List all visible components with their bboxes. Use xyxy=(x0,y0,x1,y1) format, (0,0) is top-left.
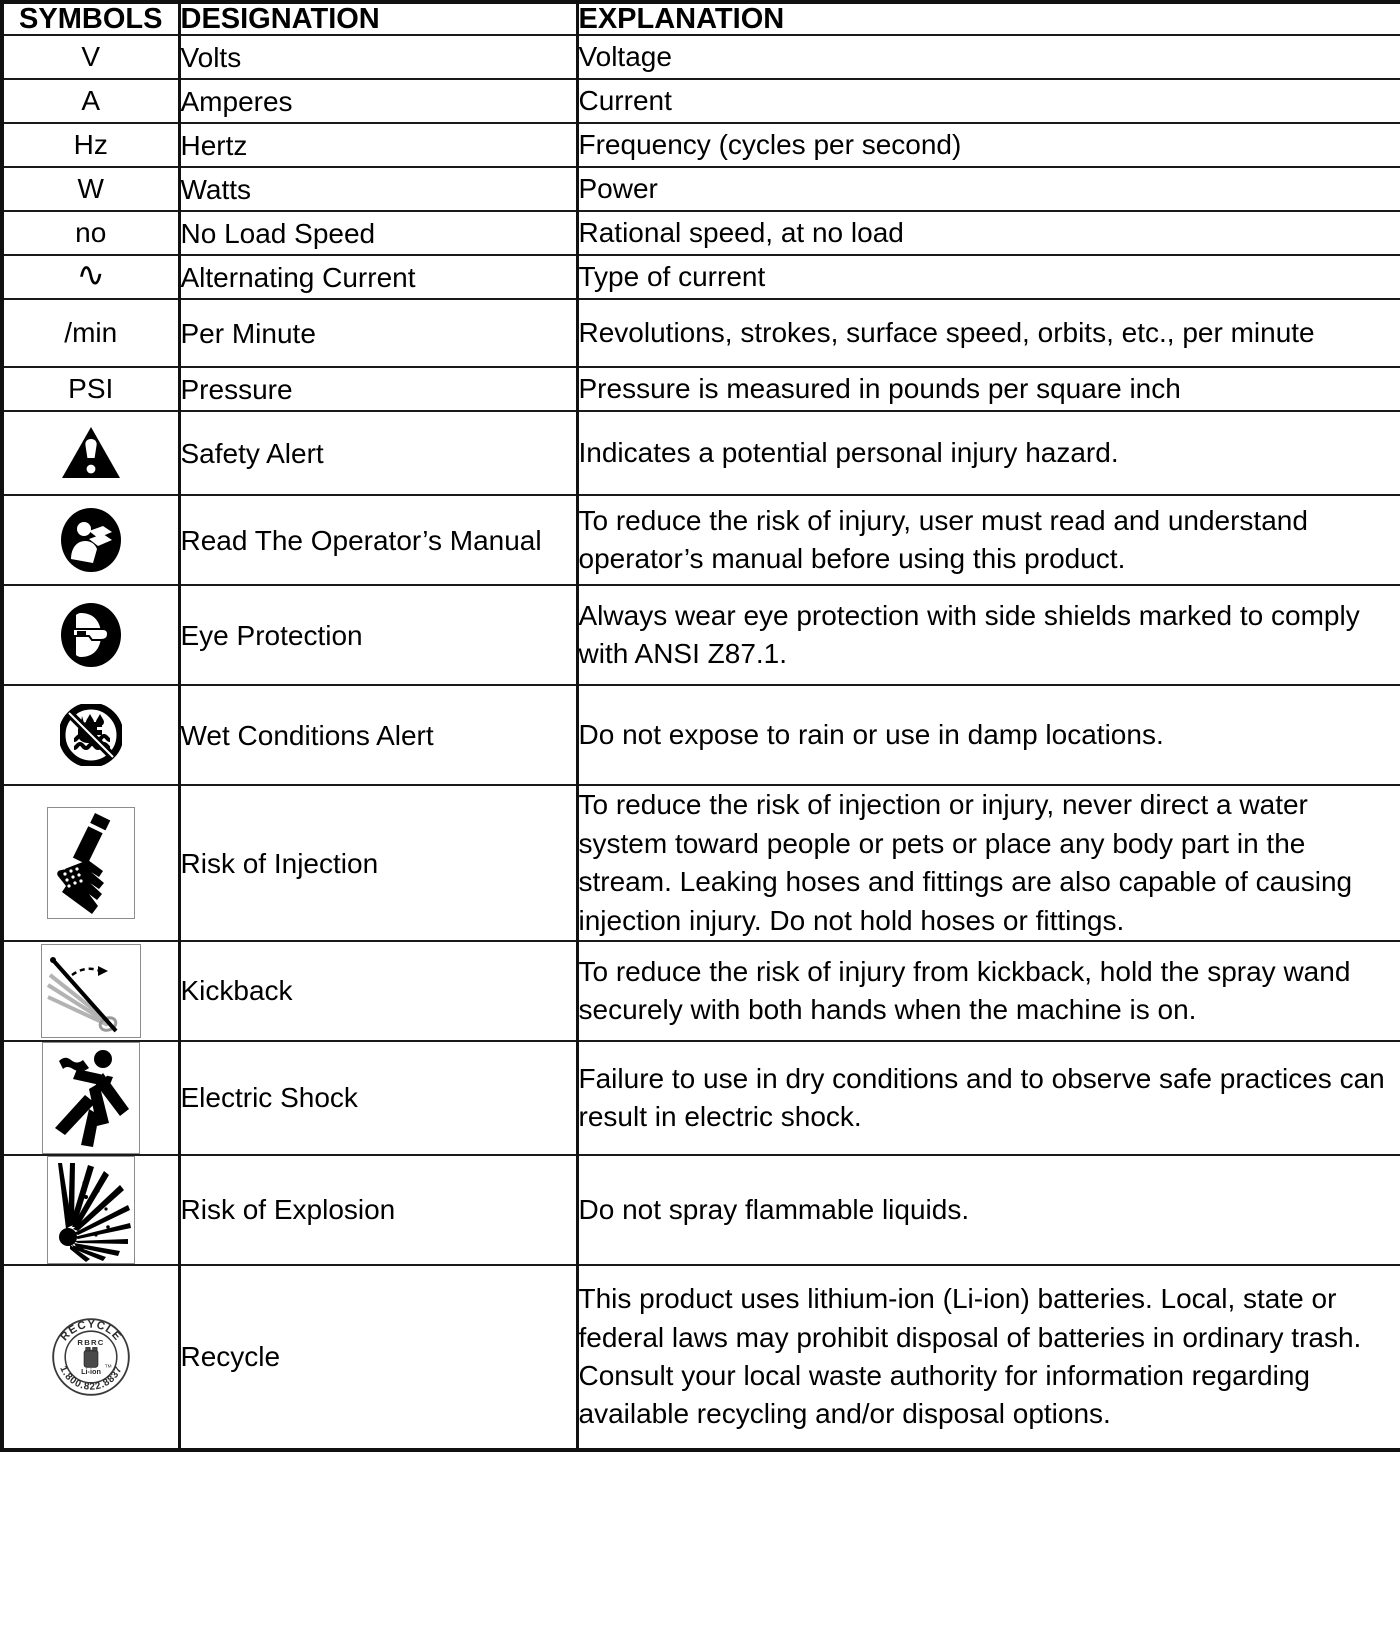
explanation-cell xyxy=(577,211,1400,255)
explanation-cell xyxy=(577,367,1400,411)
explanation-cell xyxy=(577,1155,1400,1265)
designation-cell: Watts xyxy=(179,167,577,211)
symbol-text: no xyxy=(75,217,107,249)
explanation-cell xyxy=(577,79,1400,123)
table-row xyxy=(2,367,1400,411)
symbol-cell xyxy=(2,167,179,211)
electric-shock-icon xyxy=(4,1042,178,1154)
recycle-phone-text: 1.800.822.8837 xyxy=(56,1364,125,1393)
table-row xyxy=(2,211,1400,255)
designation-cell: Safety Alert xyxy=(179,411,577,495)
symbol-text: PSI xyxy=(68,373,114,405)
explanation-text: To reduce the risk of injury, user must read and understand operator’s manual before using this product. xyxy=(578,505,1308,575)
symbol-cell xyxy=(2,941,179,1041)
column-header-designation: DESIGNATION xyxy=(179,2,577,35)
table-row xyxy=(2,941,1400,1041)
table-row xyxy=(2,1041,1400,1155)
explanation-text: This product uses lithium-ion (Li-ion) batteries. Local, state or federal laws may prohibit disposal of batteries in ordinary trash. Consult your local waste authority for information regarding available recycling and/or disposal options. xyxy=(578,1283,1362,1430)
explanation-cell xyxy=(577,1041,1400,1155)
wet-conditions-icon xyxy=(4,704,178,766)
table-row xyxy=(2,299,1400,367)
alternating-current-icon: ∿ xyxy=(76,256,105,295)
explanation-text: Pressure is measured in pounds per square inch xyxy=(578,373,1181,405)
designation-cell: Recycle xyxy=(179,1265,577,1450)
table-row xyxy=(2,1265,1400,1450)
table-row xyxy=(2,685,1400,785)
explanation-cell xyxy=(577,685,1400,785)
table-row xyxy=(2,1155,1400,1265)
explanation-text: Do not expose to rain or use in damp locations. xyxy=(578,719,1164,751)
header-row xyxy=(2,2,1400,35)
designation-cell: Risk of Injection xyxy=(179,785,577,940)
designation-cell: Read The Operator’s Manual xyxy=(179,495,577,585)
designation-cell: Risk of Explosion xyxy=(179,1155,577,1265)
explanation-cell xyxy=(577,35,1400,79)
explanation-text: Indicates a potential personal injury hazard. xyxy=(578,437,1119,469)
recycle-chemistry-text: Li-ion xyxy=(80,1367,101,1377)
column-header-explanation: EXPLANATION xyxy=(577,2,1400,35)
explanation-cell xyxy=(577,411,1400,495)
designation-cell: Pressure xyxy=(179,367,577,411)
explanation-text: Type of current xyxy=(578,261,766,293)
explanation-text: Voltage xyxy=(578,41,672,73)
symbol-cell xyxy=(2,495,179,585)
table-row xyxy=(2,255,1400,299)
table-row xyxy=(2,585,1400,685)
table-row xyxy=(2,79,1400,123)
symbol-cell xyxy=(2,1041,179,1155)
designation-cell: Volts xyxy=(179,35,577,79)
read-manual-icon xyxy=(4,507,178,573)
column-header-symbols: SYMBOLS xyxy=(2,2,179,35)
recycle-icon xyxy=(4,1314,178,1400)
table-header xyxy=(2,2,1400,35)
symbol-cell xyxy=(2,299,179,367)
kickback-icon xyxy=(4,944,178,1038)
symbol-cell xyxy=(2,411,179,495)
risk-injection-icon xyxy=(4,807,178,919)
explanation-cell xyxy=(577,167,1400,211)
explanation-text: Current xyxy=(578,85,672,117)
explanation-cell xyxy=(577,123,1400,167)
eye-protection-icon xyxy=(4,602,178,668)
explanation-text: To reduce the risk of injury from kickback, hold the spray wand securely with both hands when the machine is on. xyxy=(578,955,1351,1025)
explanation-text: Do not spray flammable liquids. xyxy=(578,1193,970,1225)
symbol-cell xyxy=(2,685,179,785)
symbol-text: /min xyxy=(64,317,118,349)
explanation-cell xyxy=(577,785,1400,940)
explanation-text: To reduce the risk of injection or injury, never direct a water system toward people or pets or place any body part in the stream. Leaking hoses and fittings are also capable of causing injection injury. Do not hold hoses or fittings. xyxy=(578,789,1353,936)
symbol-cell xyxy=(2,255,179,299)
recycle-rbrc-text: RBRC xyxy=(77,1337,105,1347)
designation-cell: Hertz xyxy=(179,123,577,167)
symbol-text: A xyxy=(81,85,101,117)
explanation-text: Always wear eye protection with side shields marked to comply with ANSI Z87.1. xyxy=(578,600,1360,670)
table-row xyxy=(2,167,1400,211)
symbol-cell xyxy=(2,211,179,255)
designation-cell: Alternating Current xyxy=(179,255,577,299)
risk-explosion-icon xyxy=(4,1156,178,1264)
explanation-cell xyxy=(577,495,1400,585)
symbol-text: W xyxy=(77,173,104,205)
explanation-cell xyxy=(577,1265,1400,1450)
table-row xyxy=(2,495,1400,585)
explanation-cell xyxy=(577,585,1400,685)
symbol-cell xyxy=(2,785,179,940)
designation-cell: Eye Protection xyxy=(179,585,577,685)
designation-cell: Wet Conditions Alert xyxy=(179,685,577,785)
symbol-cell xyxy=(2,35,179,79)
designation-cell: Per Minute xyxy=(179,299,577,367)
explanation-text: Frequency (cycles per second) xyxy=(578,129,962,161)
table-row xyxy=(2,35,1400,79)
symbol-cell xyxy=(2,1265,179,1450)
explanation-cell xyxy=(577,255,1400,299)
designation-cell: Kickback xyxy=(179,941,577,1041)
symbol-text: Hz xyxy=(73,129,108,161)
table-row xyxy=(2,785,1400,940)
explanation-text: Rational speed, at no load xyxy=(578,217,904,249)
explanation-text: Failure to use in dry conditions and to observe safe practices can result in electric shock. xyxy=(578,1062,1385,1132)
symbol-cell xyxy=(2,79,179,123)
designation-cell: No Load Speed xyxy=(179,211,577,255)
explanation-cell xyxy=(577,299,1400,367)
explanation-cell xyxy=(577,941,1400,1041)
explanation-text: Power xyxy=(578,173,658,205)
symbol-cell xyxy=(2,585,179,685)
designation-cell: Electric Shock xyxy=(179,1041,577,1155)
safety-alert-icon xyxy=(4,425,178,481)
explanation-text: Revolutions, strokes, surface speed, orbits, etc., per minute xyxy=(578,317,1315,349)
table-row xyxy=(2,411,1400,495)
symbol-cell xyxy=(2,1155,179,1265)
table-row xyxy=(2,123,1400,167)
table-body xyxy=(2,35,1400,1449)
symbol-cell xyxy=(2,123,179,167)
designation-cell: Amperes xyxy=(179,79,577,123)
recycle-tm-text: TM xyxy=(104,1364,112,1370)
recycle-top-text: RECYCLE xyxy=(58,1318,124,1344)
symbol-cell xyxy=(2,367,179,411)
symbol-text: V xyxy=(81,41,101,73)
